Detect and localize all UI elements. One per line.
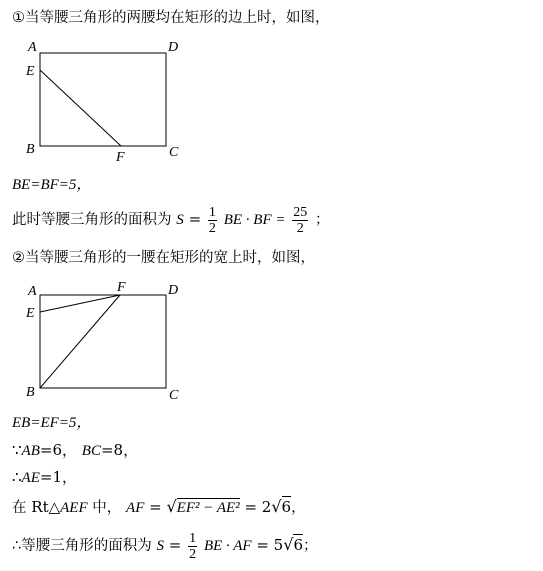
case1-area-prefix: 此时等腰三角形的面积为	[12, 212, 172, 228]
case2-area-suffix: ；	[302, 538, 318, 554]
sqrt-sign-3: √	[283, 535, 294, 554]
case2-label-a: A	[28, 284, 37, 299]
case2-equation: EB=EF=5，	[12, 415, 92, 431]
case2-label-c: C	[169, 388, 179, 403]
case2-heading: ②当等腰三角形的一腰在矩形的宽上时，如图，	[12, 250, 315, 266]
sqrt-sign: √	[166, 497, 177, 516]
rt-mid: 中，	[87, 500, 122, 516]
case2-rectangle	[40, 295, 166, 388]
case2-area-eq: =	[168, 536, 182, 554]
case1-label-e: E	[26, 64, 35, 79]
ae-label: AE	[21, 470, 40, 486]
case1-area-product: BE · BF =	[223, 212, 286, 228]
rt-prefix: 在	[12, 500, 27, 516]
case2-half-fraction	[188, 531, 197, 562]
case1-half-den: 2	[208, 220, 216, 236]
case1-result-fraction	[292, 205, 308, 236]
case2-figure	[20, 278, 190, 408]
rt-radicand: EF² − AE²	[176, 500, 240, 516]
case1-segment-ef	[40, 70, 121, 146]
case2-half-num: 1	[189, 530, 197, 546]
rt-triangle-name: AEF	[60, 500, 88, 516]
because-symbol: ∵	[12, 441, 22, 459]
case1-area-line	[12, 200, 330, 239]
case2-area-result-coef: = 5	[251, 536, 284, 554]
ae-value: =1，	[39, 468, 77, 486]
case1-half-num: 1	[208, 204, 216, 220]
case1-area-s: S	[176, 212, 184, 228]
given-bc-value: =8，	[100, 441, 139, 459]
case1-area-suffix: ；	[315, 212, 330, 228]
case1-result-num: 25	[293, 204, 308, 220]
case2-half-den: 2	[189, 546, 197, 562]
case1-label-a: A	[28, 40, 37, 55]
case1-label-f: F	[116, 150, 125, 165]
case2-label-f: F	[117, 280, 126, 295]
case1-equation: BE=BF=5，	[12, 177, 92, 193]
case2-rt-line	[12, 497, 306, 518]
rt-eq: =	[144, 498, 167, 516]
case2-area-line	[12, 526, 317, 565]
case2-label-d: D	[168, 283, 179, 298]
case2-given-line	[12, 440, 138, 461]
case2-area-result-radicand: 6	[293, 536, 303, 554]
case1-label-d: D	[168, 40, 179, 55]
given-bc: BC	[81, 443, 101, 459]
case1-area-eq: =	[188, 210, 202, 228]
case2-area-product: BE · AF	[203, 538, 252, 554]
case1-label-b: B	[26, 142, 35, 157]
given-ab: AB	[21, 443, 40, 459]
rt-suffix: ，	[291, 500, 306, 516]
rt-result-radicand: 6	[281, 498, 292, 516]
case1-rectangle	[40, 53, 166, 146]
case1-heading: ①当等腰三角形的两腰均在矩形的边上时，如图，	[12, 10, 330, 26]
given-ab-value: =6，	[39, 441, 77, 459]
case2-ae-line	[12, 467, 77, 488]
rt-af: AF	[126, 500, 145, 516]
case2-label-e: E	[26, 306, 35, 321]
rt-result-coef: = 2	[239, 498, 272, 516]
case2-area-s: S	[156, 538, 165, 554]
case2-label-b: B	[26, 385, 35, 400]
sqrt-sign-2: √	[271, 497, 282, 516]
case1-result-den: 2	[296, 220, 304, 236]
case2-area-prefix: ∴等腰三角形的面积为	[12, 538, 152, 554]
rt-triangle-symbol: Rt△	[31, 498, 61, 516]
case1-label-c: C	[169, 145, 179, 160]
case1-half-fraction	[208, 205, 217, 236]
case1-figure	[20, 35, 190, 170]
therefore-symbol: ∴	[12, 468, 22, 486]
